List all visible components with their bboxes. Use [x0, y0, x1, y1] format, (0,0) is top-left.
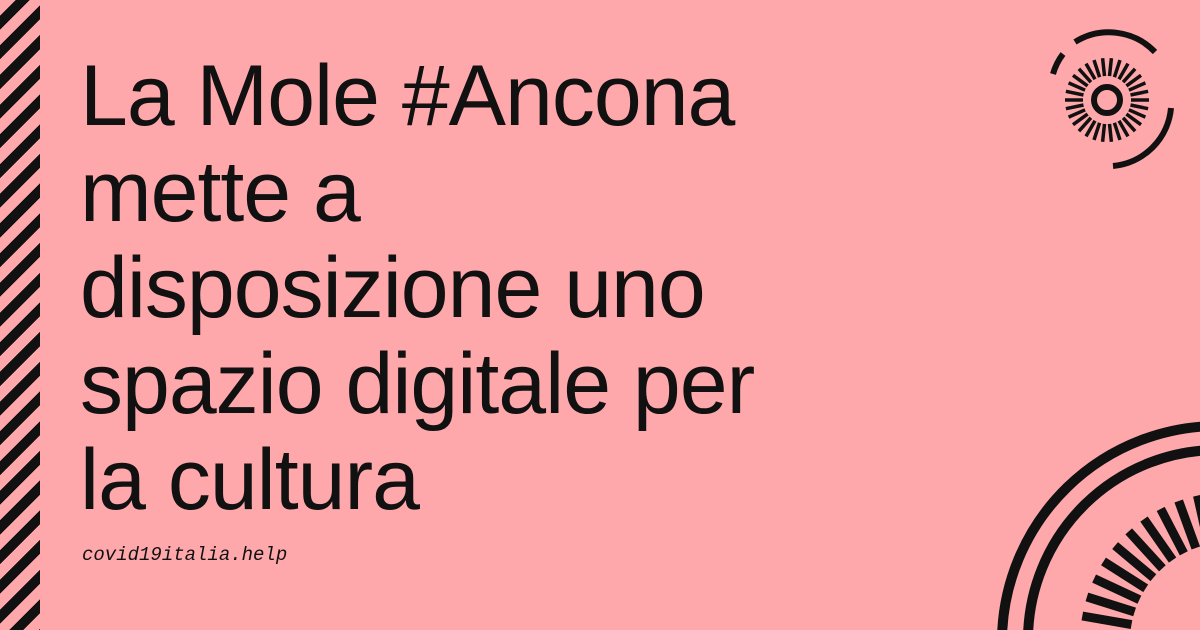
dial-tick [1110, 58, 1112, 76]
diagonal-stripe-band [0, 0, 40, 630]
headline [80, 48, 960, 528]
headline-line-3: disposizione uno [80, 240, 705, 336]
dial-tick [1082, 616, 1131, 625]
dial-tick [1066, 105, 1084, 109]
headline-line-1: La Mole #Ancona [80, 48, 735, 144]
dial-center-ring [1094, 87, 1120, 113]
radial-dial-icon [1035, 28, 1175, 178]
headline-line-4: spazio digitale per [80, 336, 755, 432]
dial-tick [1094, 123, 1100, 140]
dial-arc-top [1075, 32, 1155, 52]
dial-tick [1114, 123, 1120, 140]
dial-tick [1110, 124, 1112, 142]
dial-arc-left [1053, 54, 1063, 74]
dial-ticks [1065, 58, 1149, 142]
dial-tick [1131, 105, 1149, 109]
headline-line-5: la cultura [80, 432, 419, 528]
headline-line-2: mette a [80, 144, 360, 240]
large-radial-dial-icon [990, 380, 1200, 630]
site-url[interactable]: covid19italia.help [82, 544, 288, 566]
dial-tick [1066, 91, 1084, 95]
large-dial-ticks [1082, 492, 1200, 624]
dial-tick [1087, 597, 1135, 612]
dial-tick [1094, 60, 1100, 77]
dial-tick [1131, 91, 1149, 95]
dial-tick [1103, 124, 1105, 142]
dial-tick [1103, 58, 1105, 76]
dial-tick [1114, 60, 1120, 77]
